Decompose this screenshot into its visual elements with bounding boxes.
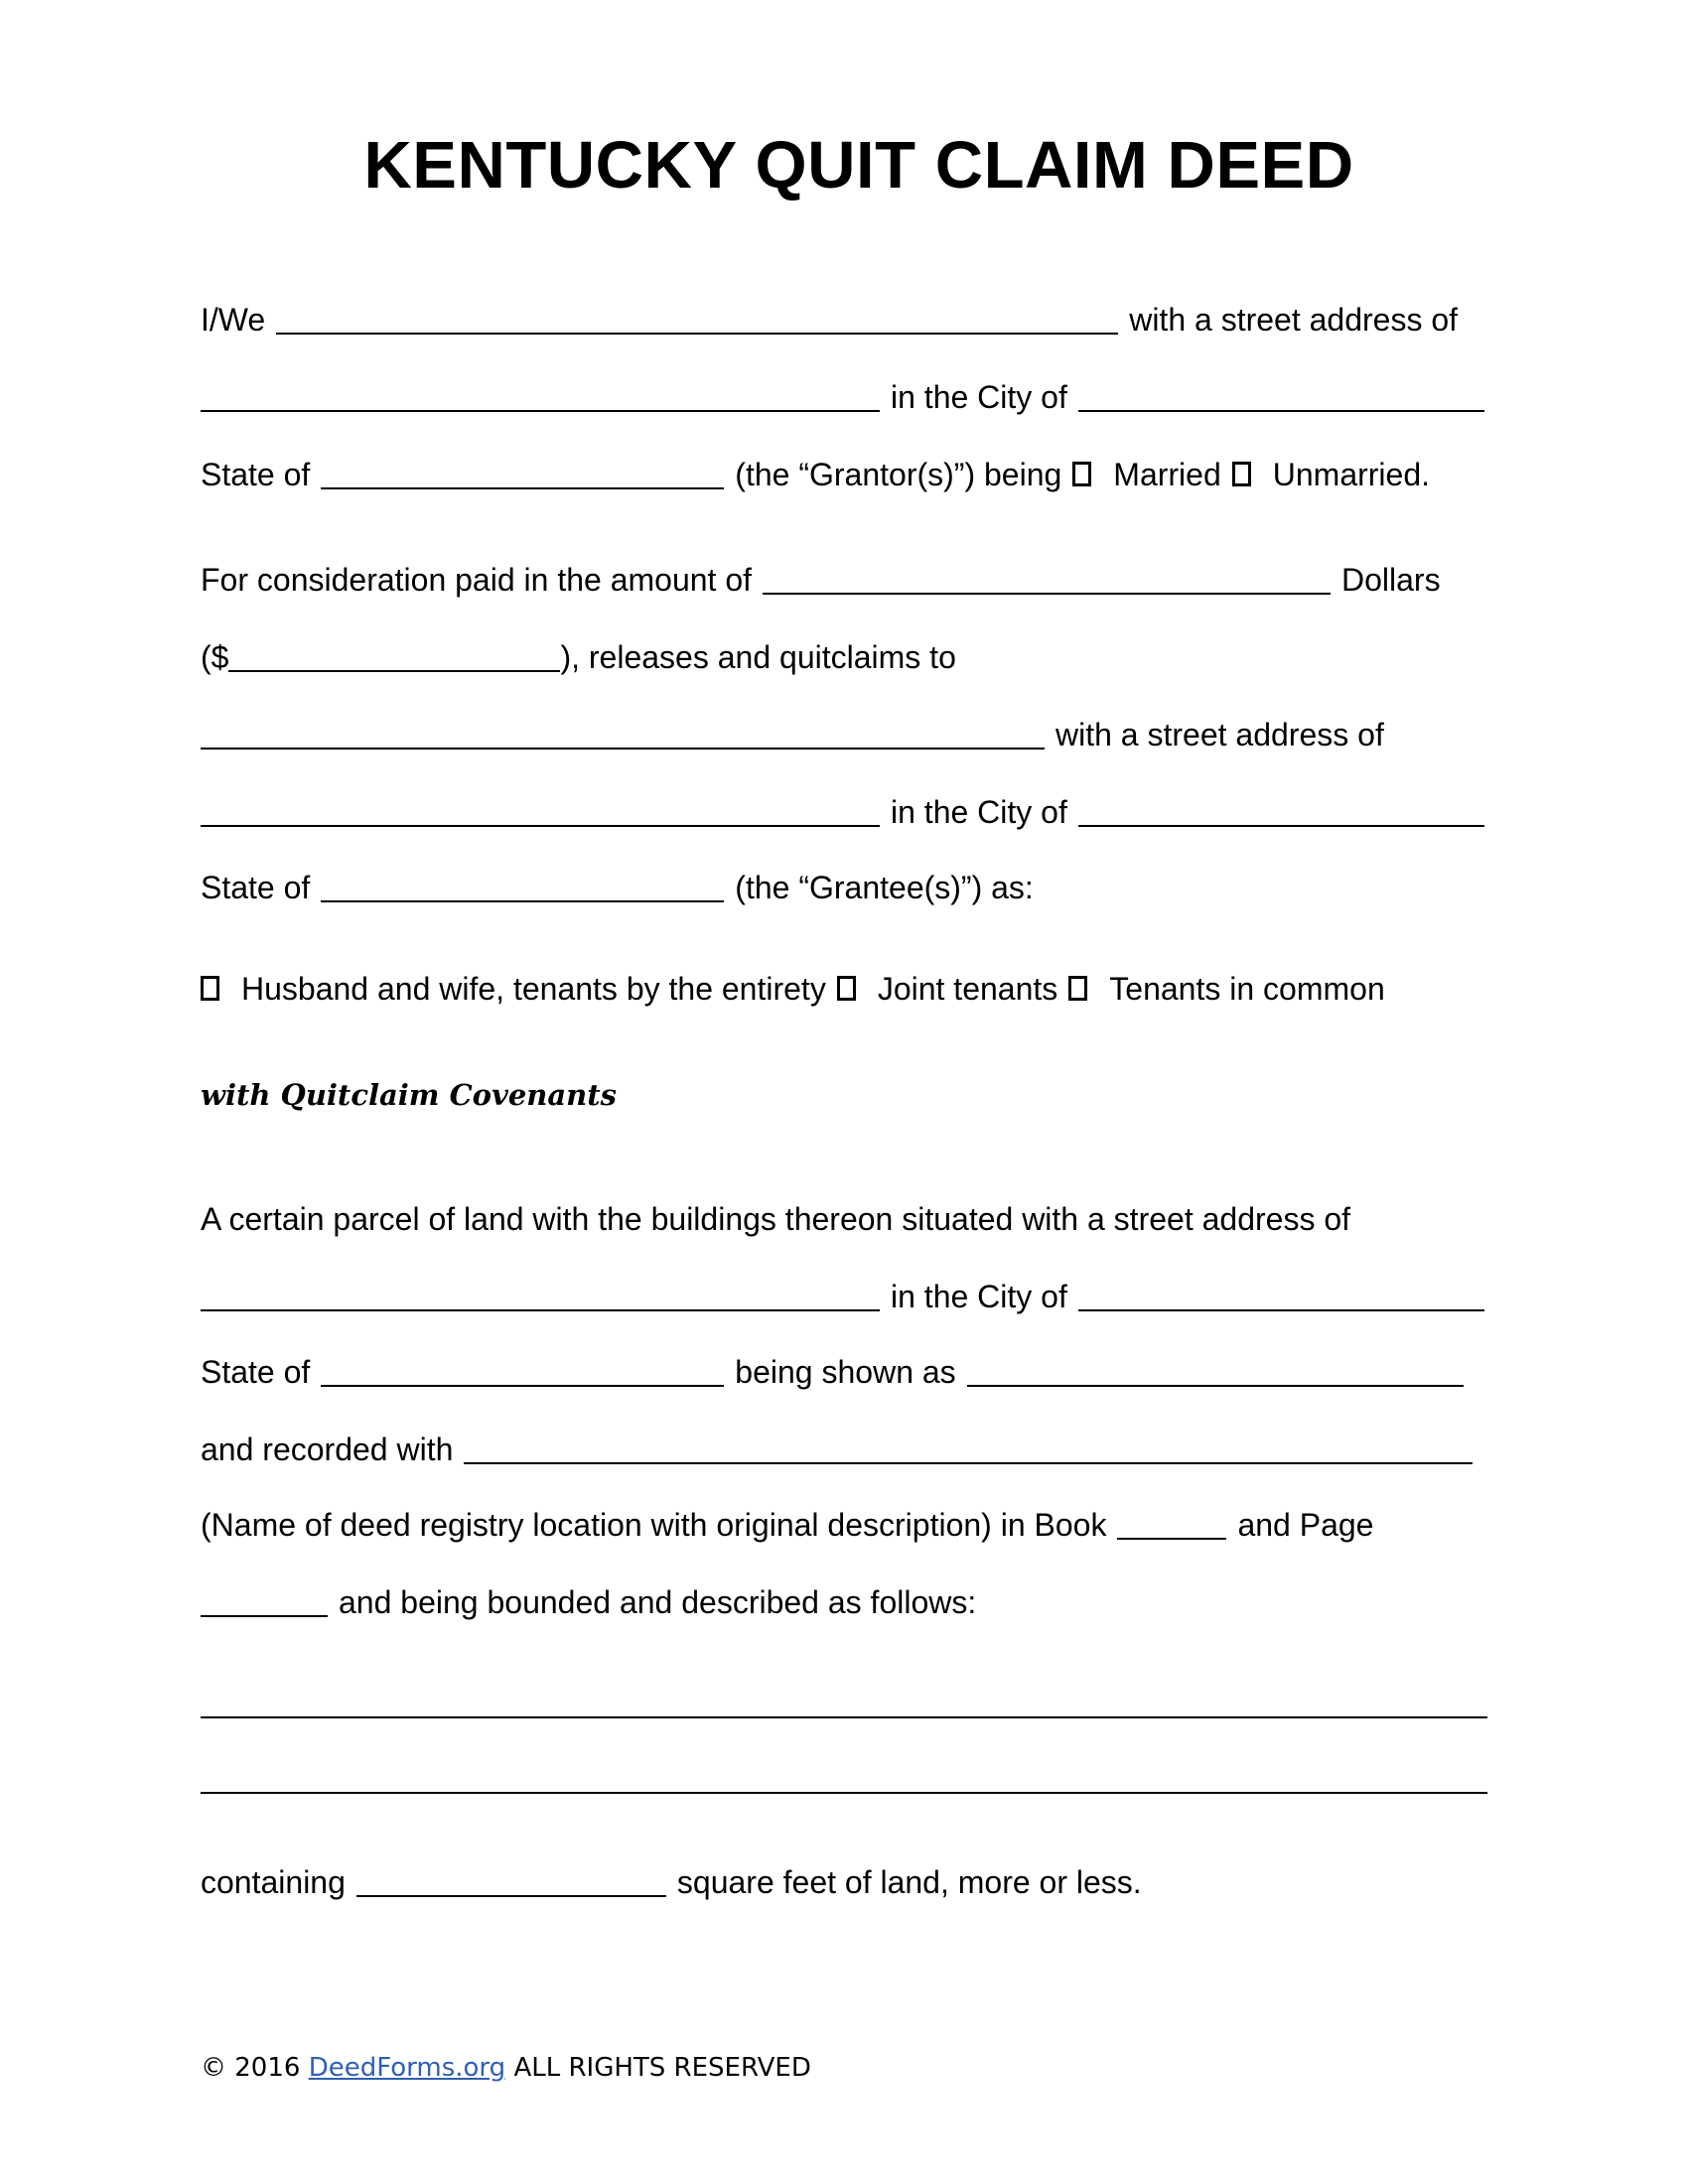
parcel-intro-row <box>201 1197 1491 1239</box>
containing-row <box>201 1860 1491 1902</box>
husband-wife-checkbox[interactable] <box>201 976 219 1001</box>
registry-row <box>201 1503 1491 1545</box>
married-label: Married <box>1113 457 1221 492</box>
grantee-street-field[interactable] <box>201 791 880 827</box>
consideration-amount-row <box>201 635 1491 677</box>
copyright-text: © 2016 <box>201 2053 301 2083</box>
dollar-open: ($ <box>201 639 229 675</box>
book-field[interactable] <box>1117 1504 1226 1540</box>
description-line-2-row <box>201 1757 1491 1799</box>
description-line-1-row <box>201 1682 1491 1723</box>
parcel-intro: A certain parcel of land with the buildings thereon situated with a street address of <box>201 1201 1351 1237</box>
grantor-street-label: with a street address of <box>1129 302 1459 338</box>
grantor-city-field[interactable] <box>1078 376 1484 412</box>
recorded-with-label: and recorded with <box>201 1432 454 1467</box>
page-bounded-row <box>201 1580 1491 1622</box>
parcel-address-row <box>201 1275 1491 1316</box>
page-field[interactable] <box>201 1581 328 1617</box>
unmarried-checkbox[interactable] <box>1232 462 1251 486</box>
square-feet-label: square feet of land, more or less. <box>676 1864 1142 1900</box>
consideration-amount-field[interactable] <box>228 636 560 672</box>
recorded-with-row <box>201 1428 1491 1469</box>
grantor-state-row <box>201 453 1491 494</box>
parcel-state-label: State of <box>201 1354 311 1390</box>
containing-label: containing <box>201 1864 346 1900</box>
tenants-common-label: Tenants in common <box>1109 971 1385 1007</box>
description-line-1[interactable] <box>201 1683 1487 1718</box>
shown-as-label: being shown as <box>735 1354 956 1390</box>
grantor-label: (the “Grantor(s)”) being <box>735 457 1062 492</box>
grantor-address-row <box>201 375 1491 417</box>
grantee-city-field[interactable] <box>1078 791 1484 827</box>
grantee-address-row <box>201 790 1491 832</box>
parcel-city-field[interactable] <box>1078 1276 1484 1311</box>
tenancy-row <box>201 967 1491 1009</box>
releases-label: ), releases and quitclaims to <box>560 639 956 675</box>
parcel-state-row <box>201 1350 1491 1392</box>
grantor-state-field[interactable] <box>321 454 724 489</box>
tenants-common-checkbox[interactable] <box>1068 976 1087 1001</box>
unmarried-label: Unmarried. <box>1272 457 1431 492</box>
parcel-state-field[interactable] <box>321 1351 724 1387</box>
husband-wife-label: Husband and wife, tenants by the entirety <box>241 971 826 1007</box>
joint-tenants-checkbox[interactable] <box>837 976 856 1001</box>
square-feet-field[interactable] <box>356 1861 666 1897</box>
shown-as-field[interactable] <box>967 1351 1464 1387</box>
grantee-state-row <box>201 866 1491 907</box>
recorded-with-field[interactable] <box>464 1429 1473 1464</box>
grantee-city-label: in the City of <box>891 794 1067 830</box>
grantee-name-field[interactable] <box>201 714 1045 750</box>
grantor-name-field[interactable] <box>276 299 1118 335</box>
consideration-row <box>201 558 1491 600</box>
parcel-city-label: in the City of <box>891 1279 1067 1314</box>
parcel-street-field[interactable] <box>201 1276 880 1311</box>
footer <box>201 2053 811 2083</box>
grantee-label: (the “Grantee(s)”) as: <box>735 870 1034 905</box>
grantor-name-row <box>201 298 1491 340</box>
bounded-label: and being bounded and described as follows: <box>339 1584 977 1620</box>
grantee-state-label: State of <box>201 870 311 905</box>
consideration-words-field[interactable] <box>763 559 1331 595</box>
deedforms-link[interactable]: DeedForms.org <box>308 2053 506 2083</box>
page-title: KENTUCKY QUIT CLAIM DEED <box>363 128 1354 203</box>
iwe-label: I/We <box>201 302 266 338</box>
dollars-label: Dollars <box>1341 562 1441 598</box>
and-page-label: and Page <box>1237 1507 1374 1543</box>
grantee-state-field[interactable] <box>321 867 724 902</box>
registry-label: (Name of deed registry location with original description) in Book <box>201 1507 1107 1543</box>
grantee-street-label: with a street address of <box>1055 717 1384 752</box>
joint-tenants-label: Joint tenants <box>877 971 1058 1007</box>
grantor-state-label: State of <box>201 457 311 492</box>
covenants-heading: with Quitclaim Covenants <box>201 1078 617 1112</box>
grantor-city-label: in the City of <box>891 379 1067 415</box>
consideration-label: For consideration paid in the amount of <box>201 562 752 598</box>
married-checkbox[interactable] <box>1072 462 1091 486</box>
grantor-street-field[interactable] <box>201 376 880 412</box>
description-line-2[interactable] <box>201 1758 1487 1794</box>
rights-text: ALL RIGHTS RESERVED <box>513 2053 811 2083</box>
grantee-name-row <box>201 713 1491 754</box>
